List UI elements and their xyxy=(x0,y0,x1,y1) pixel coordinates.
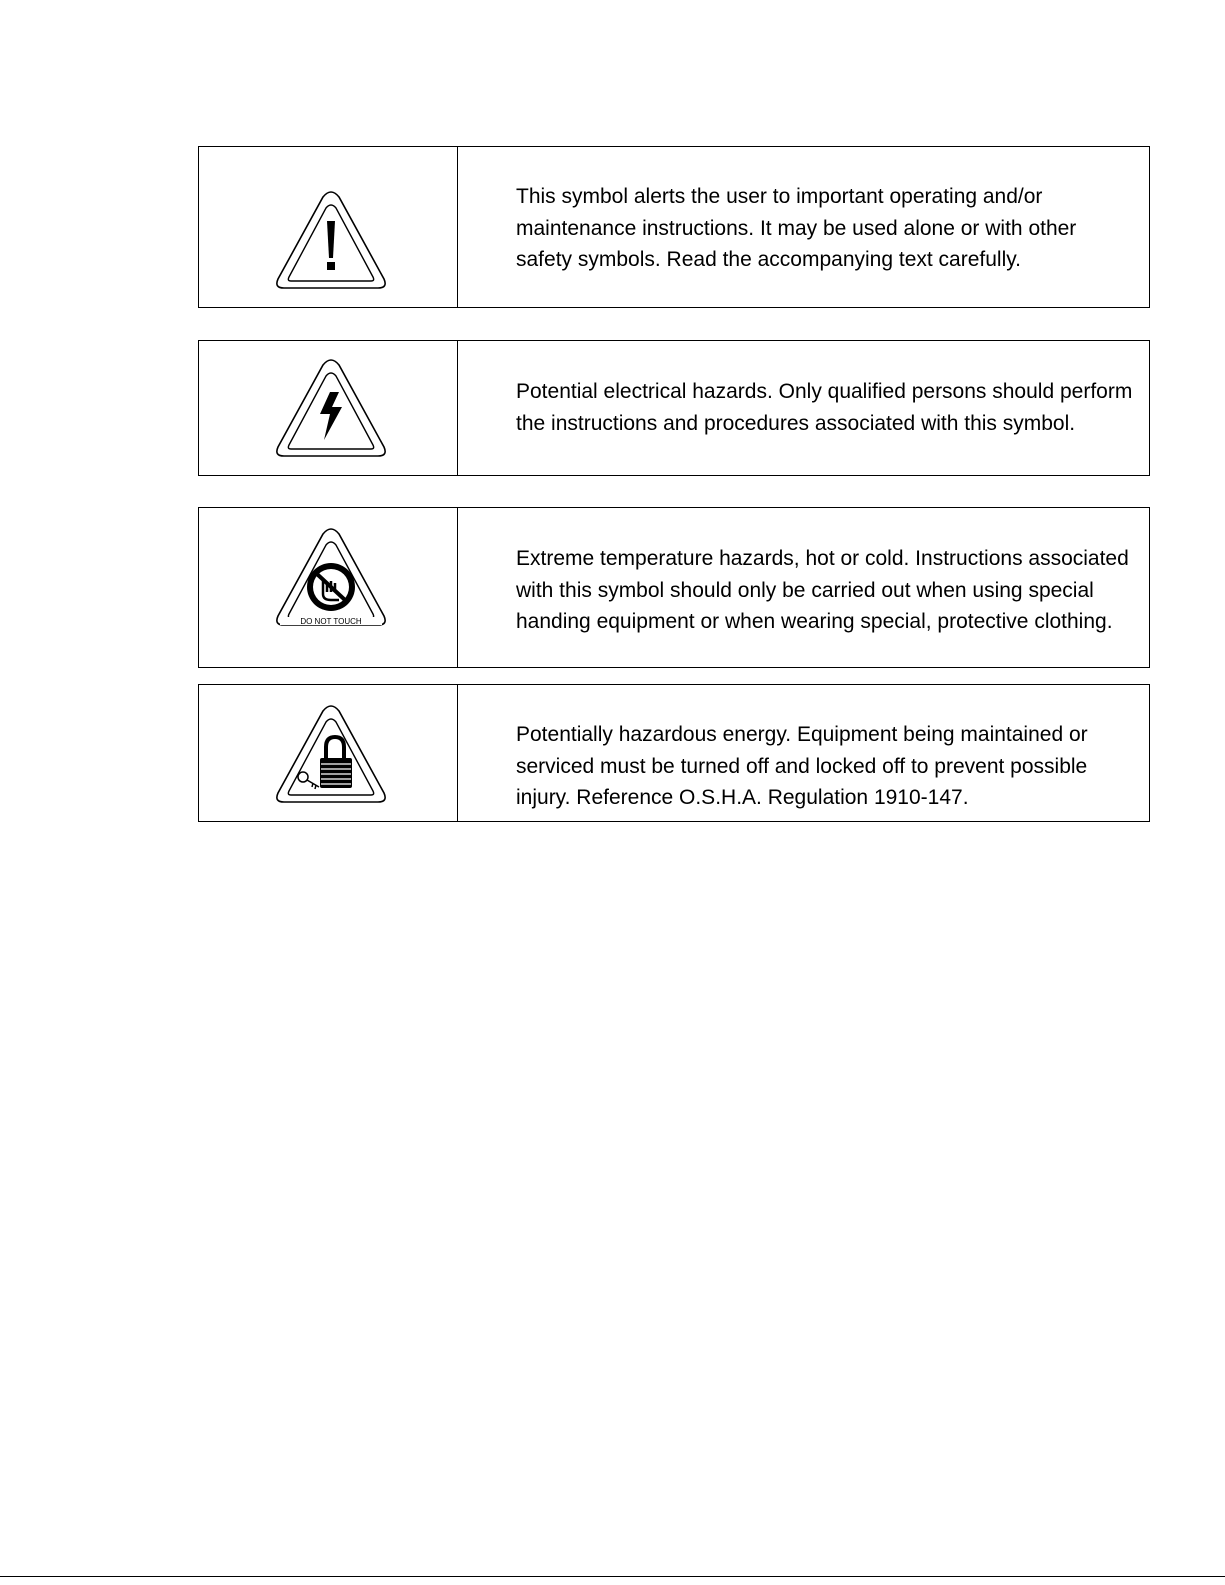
safety-symbol-row xyxy=(198,146,1150,308)
symbol-cell xyxy=(199,685,458,821)
warning-exclamation-icon xyxy=(274,189,388,299)
lockout-padlock-icon xyxy=(274,703,388,813)
symbol-cell xyxy=(199,341,458,475)
symbol-cell xyxy=(199,147,458,307)
do-not-touch-icon xyxy=(274,526,388,636)
symbol-cell xyxy=(199,508,458,667)
electrical-hazard-icon xyxy=(274,357,388,467)
safety-symbol-row xyxy=(198,684,1150,822)
symbol-description: Extreme temperature hazards, hot or cold. Instructions associated with this symbol should only be carried out when using special handing equipment or when wearing special, protective clothing. xyxy=(516,547,1129,633)
symbol-description: This symbol alerts the user to important operating and/or maintenance instructions. It may be used alone or with other safety symbols. Read the accompanying text carefully. xyxy=(516,185,1077,271)
symbol-description: Potentially hazardous energy. Equipment being maintained or serviced must be turned off and locked off to prevent possible injury. Reference O.S.H.A. Regulation 1910-147. xyxy=(516,723,1088,809)
safety-symbol-row xyxy=(198,507,1150,668)
page-bottom-rule xyxy=(0,1576,1225,1577)
safety-symbol-row xyxy=(198,340,1150,476)
svg-text:DO NOT TOUCH: DO NOT TOUCH xyxy=(300,617,362,626)
symbol-description: Potential electrical hazards. Only qualified persons should perform the instructions and procedures associated with this symbol. xyxy=(516,380,1133,435)
